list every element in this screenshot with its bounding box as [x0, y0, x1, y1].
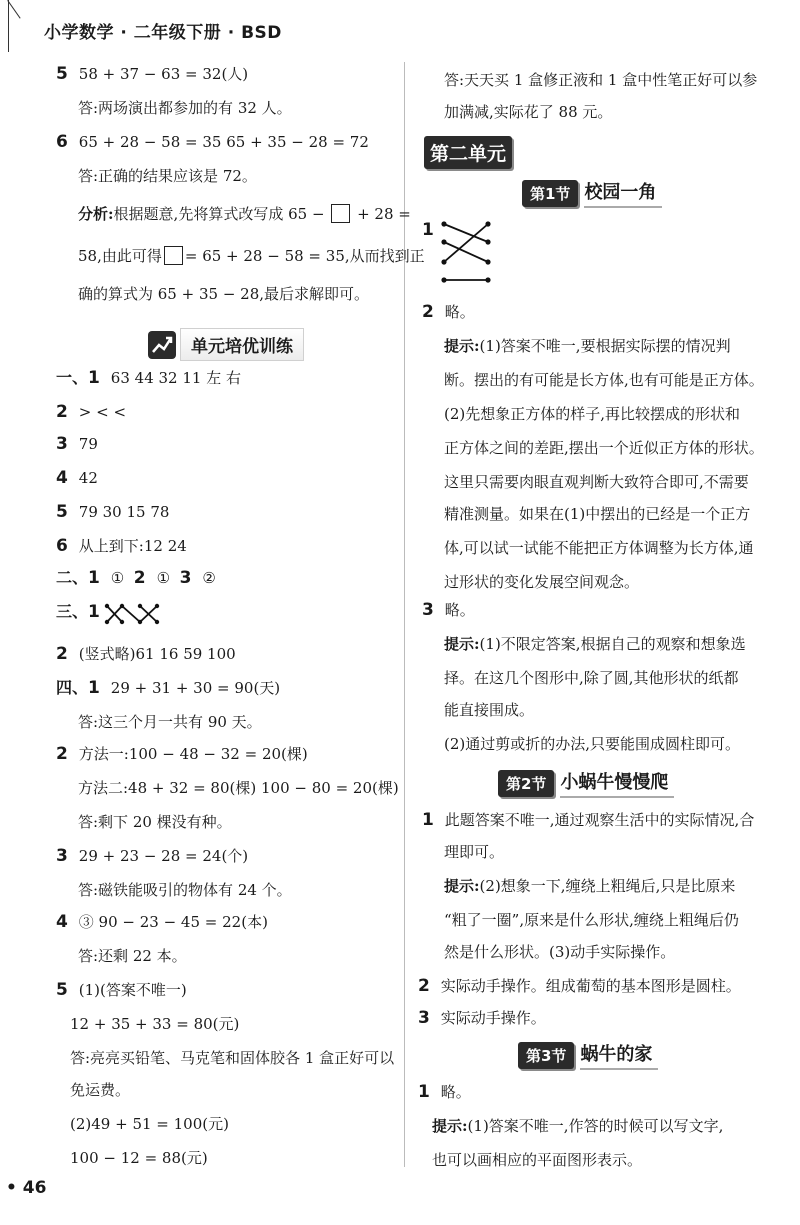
s1-tip-line-3: (2)先想象正方体的样子,再比较摆成的形状和 — [444, 405, 741, 423]
s3-q1: 1 略。 — [418, 1082, 471, 1102]
left-q6-answer: 答:正确的结果应该是 72。 — [78, 167, 257, 185]
analysis-line-1: 分析:根据题意,先将算式改写成 65 − + 28 = — [78, 205, 411, 223]
part4-q5-eq3: 100 − 12 = 88(元) — [70, 1149, 208, 1167]
part2-answers: 二、1 ① 2 ① 3 ② — [56, 568, 216, 588]
part4-q1-answer: 答:这三个月一共有 90 天。 — [78, 713, 262, 731]
blank-box — [331, 204, 350, 223]
s2-q1: 1 此题答案不唯一,通过观察生活中的实际情况,合 — [422, 810, 755, 830]
part1-item-4: 4 42 — [56, 468, 98, 488]
part1-item-5: 5 79 30 15 78 — [56, 502, 170, 522]
s1-tip-line-4: 正方体之间的差距,摆出一个近似正方体的形状。 — [444, 439, 764, 457]
part4-q5: 5 (1)(答案不唯一) — [56, 980, 187, 1000]
part1-item-6: 6 从上到下:12 24 — [56, 536, 187, 556]
part4-q5-eq1: 12 + 35 + 33 = 80(元) — [70, 1015, 240, 1033]
s1-q1-number: 1 — [422, 220, 434, 240]
right-continued-a: 答:天天买 1 盒修正液和 1 盒中性笔正好可以参 — [444, 71, 758, 89]
s2-tip-line-2: “粗了一圈”,原来是什么形状,缠绕上粗绳后仍 — [444, 911, 739, 929]
s1-tip2-line-1: 提示:(1)不限定答案,根据自己的观察和想象选 — [444, 635, 746, 653]
s2-q3: 3 实际动手操作。 — [418, 1008, 546, 1028]
s3-tip-line-1: 提示:(1)答案不唯一,作答的时候可以写文字, — [432, 1117, 724, 1135]
s1-tip-line-2: 断。摆出的有可能是长方体,也有可能是正方体。 — [444, 371, 764, 389]
part1-item-3: 3 79 — [56, 434, 98, 454]
part4-q5-answer-b: 免运费。 — [70, 1081, 131, 1099]
s1-tip2-line-2: 择。在这几个图形中,除了圆,其他形状的纸都 — [444, 669, 739, 687]
right-continued-b: 加满减,实际花了 88 元。 — [444, 103, 613, 121]
part3-item-2: 2 (竖式略)61 16 59 100 — [56, 644, 236, 664]
part4-q2-answer: 答:剩下 20 棵没有种。 — [78, 813, 232, 831]
s2-q1-b: 理即可。 — [444, 843, 505, 861]
part1-item-1: 一、1 63 44 32 11 左 右 — [56, 368, 241, 388]
s2-tip-line-3: 然是什么形状。(3)动手实际操作。 — [444, 943, 676, 961]
part4-q3: 3 29 + 23 − 28 = 24(个) — [56, 846, 249, 866]
s1-q3: 3 略。 — [422, 600, 475, 620]
book-title: 小学数学 · 二年级下册 · BSD — [44, 23, 282, 43]
part1-item-2: 2 > < < — [56, 402, 127, 422]
part4-q2-method2: 方法二:48 + 32 = 80(棵) 100 − 80 = 20(棵) — [78, 779, 399, 797]
section-1-header: 第1节 校园一角 — [522, 178, 662, 208]
page-number: • 46 — [6, 1178, 47, 1198]
part3-item-1: 三、1 — [56, 602, 100, 622]
s1-tip-line-6: 精准测量。如果在(1)中摆出的已经是一个正方 — [444, 505, 751, 523]
s1-tip2-line-4: (2)通过剪或折的办法,只要能围成圆柱即可。 — [444, 735, 741, 753]
part4-q1: 四、1 29 + 31 + 30 = 90(天) — [56, 678, 281, 698]
part4-q4-answer: 答:还剩 22 本。 — [78, 947, 187, 965]
s3-tip-line-2: 也可以画相应的平面图形表示。 — [432, 1151, 643, 1169]
left-q6: 6 65 + 28 − 58 = 35 65 + 35 − 28 = 72 — [56, 132, 369, 152]
header-rule — [8, 0, 9, 52]
part4-q4: 4 ③ 90 − 23 − 45 = 22(本) — [56, 912, 268, 932]
header-corner-rule — [7, 0, 20, 19]
left-q5: 5 58 + 37 − 63 = 32(人) — [56, 64, 249, 84]
matching-lines-diagram — [440, 220, 492, 284]
s1-tip-line-1: 提示:(1)答案不唯一,要根据实际摆的情况判 — [444, 337, 731, 355]
left-q5-answer: 答:两场演出都参加的有 32 人。 — [78, 99, 292, 117]
s1-tip-line-7: 体,可以试一试能不能把正方体调整为长方体,通 — [444, 539, 754, 557]
s1-q2: 2 略。 — [422, 302, 475, 322]
section-3-header: 第3节 蜗牛的家 — [518, 1040, 658, 1070]
column-divider — [404, 62, 405, 1167]
s1-tip-line-5: 这里只需要肉眼直观判断大致符合即可,不需要 — [444, 473, 749, 491]
section-badge-unit-training: 单元培优训练 — [148, 328, 304, 361]
part4-q5-eq2: (2)49 + 51 = 100(元) — [70, 1115, 229, 1133]
s2-q2: 2 实际动手操作。组成葡萄的基本图形是圆柱。 — [418, 976, 741, 996]
analysis-line-2: 58,由此可得 = 65 + 28 − 58 = 35,从而找到正 — [78, 247, 425, 265]
unit-title: 第二单元 — [424, 136, 512, 169]
s2-tip-line-1: 提示:(2)想象一下,缠绕上粗绳后,只是比原来 — [444, 877, 736, 895]
matching-lines-figure — [104, 603, 162, 625]
part4-q2: 2 方法一:100 − 48 − 32 = 20(棵) — [56, 744, 308, 764]
section-2-header: 第2节 小蜗牛慢慢爬 — [498, 768, 674, 798]
blank-box — [164, 246, 183, 265]
part4-q3-answer: 答:磁铁能吸引的物体有 24 个。 — [78, 881, 292, 899]
analysis-line-3: 确的算式为 65 + 35 − 28,最后求解即可。 — [78, 285, 370, 303]
s1-tip2-line-3: 能直接围成。 — [444, 701, 535, 719]
s1-tip-line-8: 过形状的变化发展空间观念。 — [444, 573, 640, 591]
chart-trend-icon — [148, 331, 176, 359]
part4-q5-answer-a: 答:亮亮买铅笔、马克笔和固体胶各 1 盒正好可以 — [70, 1049, 395, 1067]
